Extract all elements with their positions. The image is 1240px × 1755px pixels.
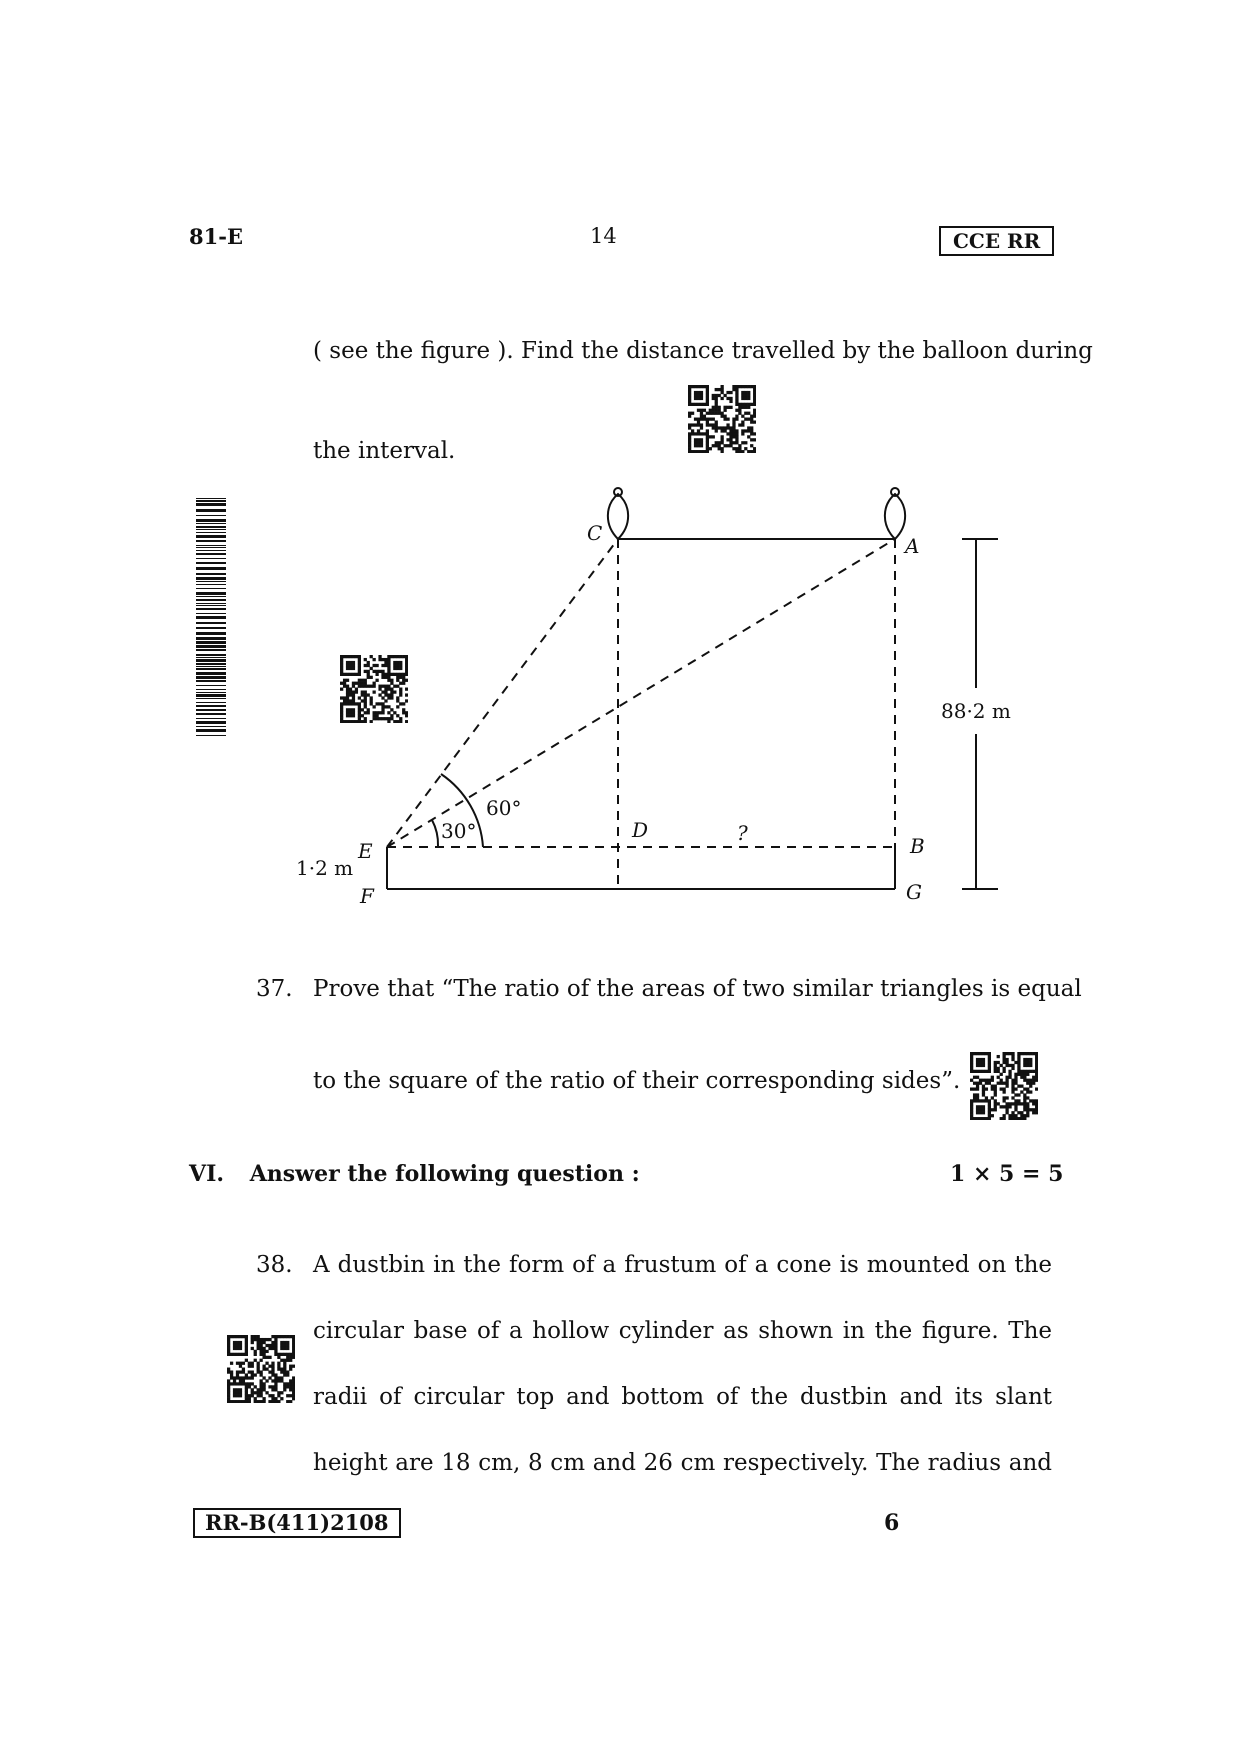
point-label-b: B <box>910 834 925 858</box>
question-continuation-line: ( see the figure ). Find the distance travelled by the balloon during <box>313 338 1093 364</box>
question-text-line: to the square of the ratio of their corresponding sides”. <box>313 1068 961 1094</box>
height-label: 88·2 m <box>941 699 1011 723</box>
page-number: 14 <box>590 224 617 248</box>
eye-height-label: 1·2 m <box>296 856 354 880</box>
unknown-distance-label: ? <box>737 821 748 845</box>
section-title: Answer the following question : <box>249 1161 640 1187</box>
point-label-c: C <box>587 521 603 545</box>
point-label-a: A <box>905 534 920 558</box>
question-text-line: height are 18 cm, 8 cm and 26 cm respectively. The radius and <box>313 1450 1052 1476</box>
balloon-elevation-figure <box>280 480 1040 920</box>
booklet-code-box: RR-B(411)2108 <box>193 1508 401 1538</box>
balloon-a-icon <box>885 494 905 539</box>
section-heading <box>189 1161 640 1187</box>
question-continuation-line: the interval. <box>313 438 456 464</box>
point-label-g: G <box>906 880 922 904</box>
sheet-number: 6 <box>884 1510 900 1536</box>
stream-code-box: CCE RR <box>939 226 1054 256</box>
question-text-line: radii of circular top and bottom of the dustbin and its slant <box>313 1384 1052 1410</box>
barcode-image <box>196 498 226 740</box>
question-text-line: A dustbin in the form of a frustum of a cone is mounted on the <box>313 1252 1052 1278</box>
section-marks: 1 × 5 = 5 <box>950 1161 1064 1187</box>
qr-code-image <box>227 1335 295 1403</box>
balloon-c-icon <box>608 494 628 539</box>
angle-label-60: 60° <box>486 796 522 820</box>
question-number: 38. <box>256 1252 293 1278</box>
point-label-f: F <box>360 884 374 908</box>
qr-code-image <box>970 1052 1038 1120</box>
point-label-d: D <box>632 818 649 842</box>
angle-label-30: 30° <box>441 819 477 843</box>
paper-code: 81-E <box>189 224 243 249</box>
qr-code-image <box>688 385 756 453</box>
question-text-line: circular base of a hollow cylinder as shown in the figure. The <box>313 1318 1052 1344</box>
section-number: VI. <box>189 1161 225 1187</box>
point-label-e: E <box>358 839 373 863</box>
question-text-line: Prove that “The ratio of the areas of two similar triangles is equal <box>313 976 1082 1002</box>
question-number: 37. <box>256 976 293 1002</box>
